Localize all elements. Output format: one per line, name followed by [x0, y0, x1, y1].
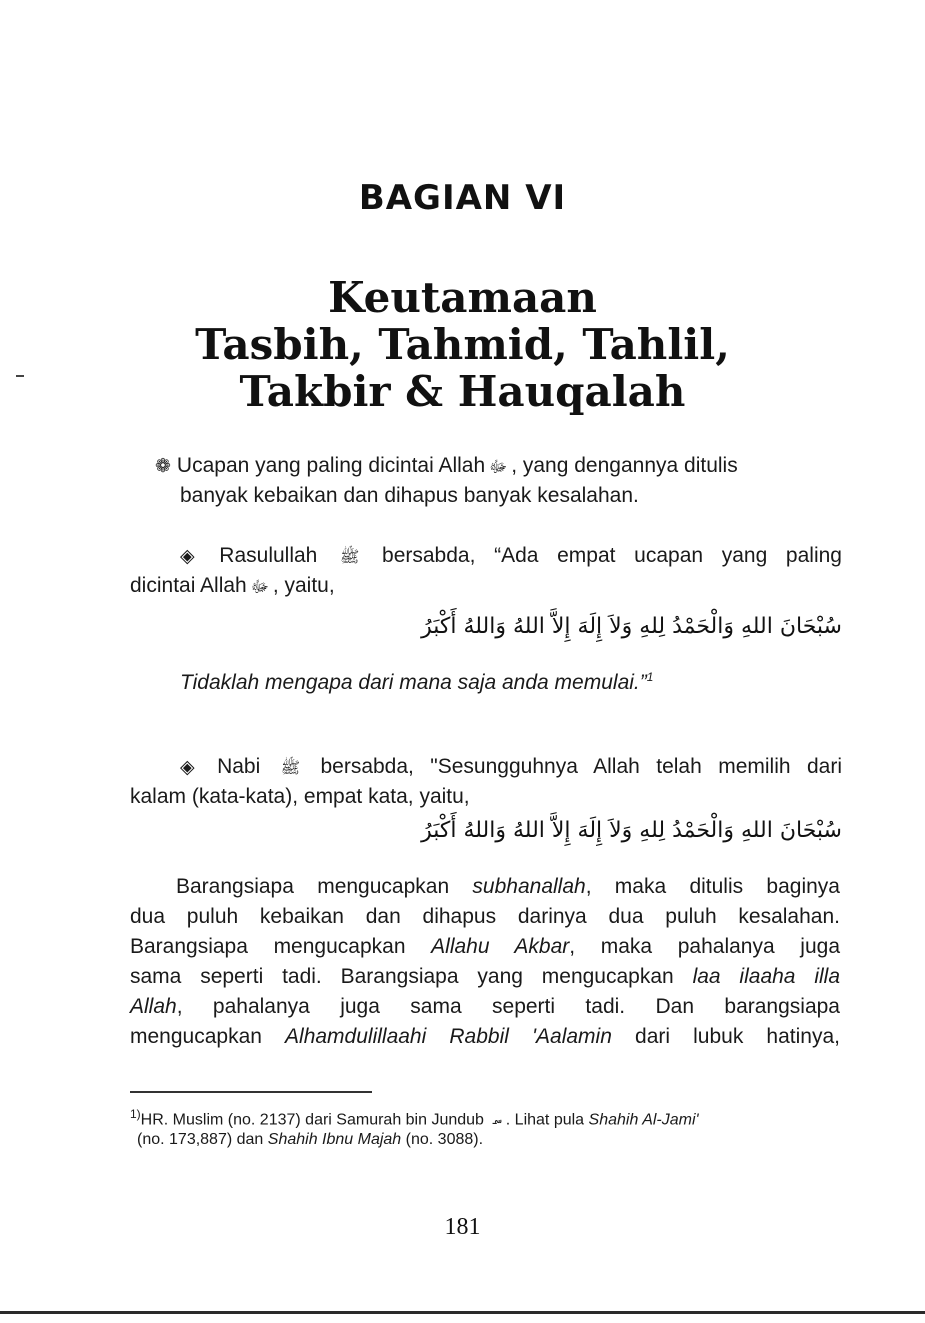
- body-line-4: [130, 962, 840, 992]
- hadith1-line2-text: dicintai Allah: [130, 574, 247, 597]
- footnote-text: HR. Muslim (no. 2137) dari Samurah bin Jundub: [140, 1111, 484, 1129]
- chapter-title-line-1: Keutamaan: [328, 273, 597, 322]
- margin-mark: [16, 375, 24, 377]
- footnote-divider: [130, 1091, 372, 1093]
- page-number: 181: [444, 1214, 481, 1240]
- body-text: , maka pahalanya juga: [569, 935, 840, 958]
- chapter-title-line-3: Takbir & Hauqalah: [239, 367, 686, 416]
- honorific-icon: ﷺ: [340, 549, 360, 566]
- footnote-text: . Lihat pula: [505, 1111, 589, 1129]
- hadith1-line2-end: , yaitu,: [272, 574, 335, 597]
- arabic-dhikr-1: سُبْحَانَ اللهِ وَالْحَمْدُ لِلهِ وَلاَ إِلَهَ إِلاَّ اللهُ وَاللهُ أَكْبَرُ: [421, 614, 842, 639]
- hadith1-line-2: [130, 571, 830, 603]
- footnote-marker: 1): [130, 1107, 141, 1121]
- body-italic: subhanallah: [472, 875, 586, 898]
- hadith1-text-b: bersabda, “Ada empat ucapan yang paling: [382, 544, 842, 567]
- body-italic: Allah: [130, 995, 177, 1018]
- intro-text-continued: , yang dengannya ditulis: [511, 454, 738, 477]
- body-line-6: [130, 1022, 840, 1052]
- body-line-2: dua puluh kebaikan dan dihapus darinya dua puluh kesalahan.: [130, 905, 840, 928]
- part-label: BAGIAN VI: [358, 178, 567, 218]
- body-italic: Alhamdulillaahi Rabbil 'Aalamin: [285, 1025, 612, 1048]
- body-text: Barangsiapa mengucapkan: [130, 935, 432, 958]
- hadith1-closing: [180, 662, 840, 698]
- body-text: , pahalanya juga sama seperti tadi. Dan barangsiapa: [176, 995, 840, 1018]
- bullet-ornament-icon: ◈: [180, 546, 195, 567]
- footnote-line-2: [137, 1128, 837, 1152]
- hadith2-text-b: bersabda, "Sesungguhnya Allah telah memilih dari: [320, 755, 843, 778]
- footnote-text: (no. 173,887) dan: [137, 1131, 268, 1148]
- hadith2-line-2: kalam (kata-kata), empat kata, yaitu,: [130, 785, 470, 808]
- body-italic: Allahu Akbar: [431, 935, 570, 958]
- body-text: dari lubuk hatinya,: [611, 1025, 840, 1048]
- hadith1-closing-text: Tidaklah mengapa dari mana saja anda memulai.”: [180, 671, 647, 694]
- honorific-icon: ﷻ: [489, 459, 508, 476]
- footnote-text: (no. 3088).: [401, 1131, 484, 1148]
- footnote-ref[interactable]: 1: [646, 670, 654, 684]
- body-italic: laa ilaaha illa: [692, 965, 841, 988]
- flower-ornament-icon: ❁: [155, 456, 171, 477]
- honorific-icon: ﷺ: [280, 760, 301, 777]
- body-text: sama seperti tadi. Barangsiapa yang mengucapkan: [130, 965, 693, 988]
- chapter-title-line-2: Tasbih, Tahmid, Tahlil,: [195, 320, 730, 369]
- body-text: Barangsiapa mengucapkan: [176, 875, 473, 898]
- bottom-edge-rule: [0, 1311, 925, 1314]
- intro-text: Ucapan yang paling dicintai Allah: [176, 454, 486, 477]
- intro-line-2: banyak kebaikan dan dihapus banyak kesalahan.: [180, 484, 639, 507]
- hadith2-line-1: [180, 752, 842, 784]
- honorific-icon: ﷻ: [250, 579, 269, 596]
- body-text: , maka ditulis baginya: [585, 875, 840, 898]
- bullet-ornament-icon: ◈: [180, 757, 195, 778]
- honorific-icon: ؄: [492, 1111, 502, 1129]
- hadith2-text-a: Nabi: [217, 755, 261, 778]
- intro-line-1: [155, 451, 845, 483]
- body-line-1: [176, 872, 840, 902]
- hadith1-text-a: Rasulullah: [219, 544, 318, 567]
- arabic-dhikr-2: سُبْحَانَ اللهِ وَالْحَمْدُ لِلهِ وَلاَ إِلَهَ إِلاَّ اللهُ وَاللهُ أَكْبَرُ: [421, 818, 842, 843]
- footnote-italic: Shahih Al-Jami': [588, 1111, 699, 1129]
- body-line-5: [130, 992, 840, 1022]
- body-line-3: [130, 932, 840, 962]
- hadith1-line-1: [180, 541, 842, 573]
- body-text: mengucapkan: [130, 1025, 286, 1048]
- footnote-italic: Shahih Ibnu Majah: [267, 1131, 402, 1148]
